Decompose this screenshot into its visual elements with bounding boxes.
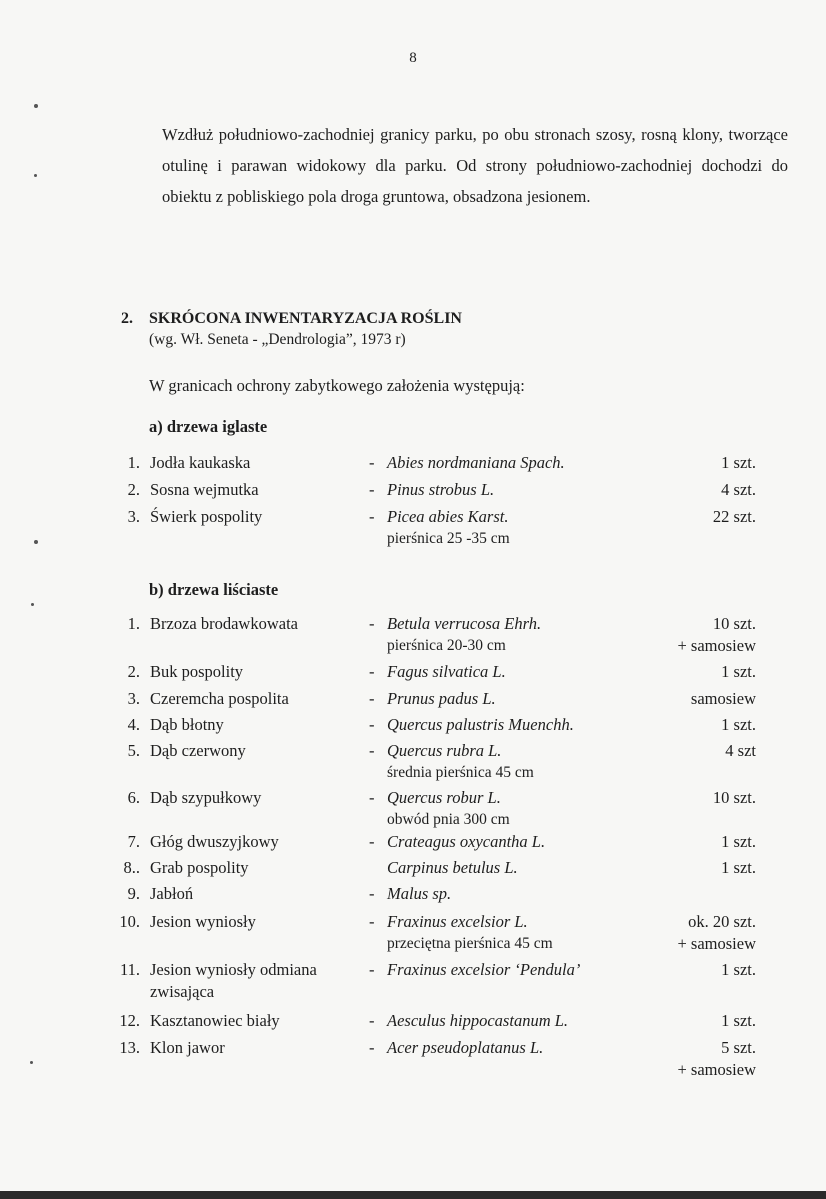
quantity xyxy=(606,911,756,955)
quantity-value: 1 szt. xyxy=(721,662,756,681)
item-number: 9. xyxy=(127,884,140,903)
separator-dash: - xyxy=(369,788,375,807)
quantity-value: ok. 20 szt. xyxy=(688,912,756,931)
quantity xyxy=(606,714,756,736)
common-name: Dąb czerwony xyxy=(150,741,246,760)
quantity xyxy=(606,1010,756,1032)
item-number: 3. xyxy=(127,507,140,526)
scan-speck xyxy=(34,174,37,177)
latin-block xyxy=(387,506,637,550)
separator-dash: - xyxy=(369,1038,375,1057)
quantity-value: 5 szt. xyxy=(721,1038,756,1057)
measurement-note: pierśnica 25 -35 cm xyxy=(387,530,510,547)
section-number: 2. xyxy=(121,310,133,327)
item-number: 11. xyxy=(119,960,140,979)
quantity xyxy=(606,688,756,710)
common-name: Czeremcha pospolita xyxy=(150,689,289,708)
measurement-note: przeciętna pierśnica 45 cm xyxy=(387,935,553,952)
latin-name: Quercus rubra L. xyxy=(387,741,502,760)
latin-name: Aesculus hippocastanum L. xyxy=(387,1011,569,1030)
item-number: 3. xyxy=(127,689,140,708)
quantity-value: 10 szt. xyxy=(712,614,756,633)
page-number: 8 xyxy=(409,50,417,66)
latin-name: Fraxinus excelsior L. xyxy=(387,912,528,931)
latin-name: Crateagus oxycantha L. xyxy=(387,832,546,851)
latin-name: Fraxinus excelsior ‘Pendula’ xyxy=(387,960,581,979)
quantity xyxy=(606,787,756,809)
common-name: Kasztanowiec biały xyxy=(150,1011,280,1030)
common-name: Jesion wyniosły xyxy=(150,912,256,931)
quantity-value: 22 szt. xyxy=(712,507,756,526)
quantity xyxy=(606,857,756,879)
separator-dash: - xyxy=(369,689,375,708)
item-number: 6. xyxy=(127,788,140,807)
quantity xyxy=(606,959,756,981)
common-name: Buk pospolity xyxy=(150,662,244,681)
latin-block xyxy=(387,911,637,955)
quantity-value: 1 szt. xyxy=(721,1011,756,1030)
latin-block xyxy=(387,857,637,879)
common-name: Brzoza brodawkowata xyxy=(150,614,298,633)
latin-block xyxy=(387,1010,637,1032)
scan-speck xyxy=(34,540,38,544)
scan-speck xyxy=(34,104,38,108)
common-name: Sosna wejmutka xyxy=(150,480,259,499)
separator-dash: - xyxy=(369,480,375,499)
latin-name: Malus sp. xyxy=(387,884,452,903)
quantity xyxy=(606,506,756,528)
deciduous-heading: b) drzewa liściaste xyxy=(149,580,279,599)
quantity-extra: + samosiew xyxy=(677,636,756,655)
scan-speck xyxy=(31,603,34,606)
quantity xyxy=(606,479,756,501)
separator-dash: - xyxy=(369,453,375,472)
quantity xyxy=(606,613,756,657)
quantity-value: 4 szt xyxy=(725,741,756,760)
separator-dash: - xyxy=(369,741,375,760)
latin-block xyxy=(387,714,637,736)
latin-name: Prunus padus L. xyxy=(387,689,496,708)
separator-dash: - xyxy=(369,614,375,633)
latin-block xyxy=(387,661,637,683)
quantity-value: samosiew xyxy=(690,689,756,708)
item-number: 12. xyxy=(119,1011,140,1030)
section-title: SKRÓCONA INWENTARYZACJA ROŚLIN xyxy=(149,310,462,327)
item-number: 10. xyxy=(119,912,140,931)
quantity-value: 1 szt. xyxy=(721,858,756,877)
quantity xyxy=(606,1037,756,1081)
latin-block xyxy=(387,740,637,784)
common-name: Jodła kaukaska xyxy=(150,453,251,472)
latin-name: Betula verrucosa Ehrh. xyxy=(387,614,542,633)
quantity-value: 1 szt. xyxy=(721,832,756,851)
quantity-value: 4 szt. xyxy=(721,480,756,499)
quantity xyxy=(606,661,756,683)
quantity-value: 10 szt. xyxy=(712,788,756,807)
section-lead: W granicach ochrony zabytkowego założenia występują: xyxy=(149,376,525,395)
latin-block xyxy=(387,688,637,710)
latin-block xyxy=(387,787,637,831)
section-reference: (wg. Wł. Seneta - „Dendrologia”, 1973 r) xyxy=(149,331,406,348)
quantity-extra: + samosiew xyxy=(677,1060,756,1079)
conifers-heading: a) drzewa iglaste xyxy=(149,417,268,436)
quantity xyxy=(606,831,756,853)
item-number: 4. xyxy=(127,715,140,734)
separator-dash: - xyxy=(369,507,375,526)
measurement-note: średnia pierśnica 45 cm xyxy=(387,764,534,781)
latin-name: Acer pseudoplatanus L. xyxy=(387,1038,544,1057)
latin-name: Picea abies Karst. xyxy=(387,507,509,526)
latin-block xyxy=(387,1037,637,1059)
latin-name: Quercus palustris Muenchh. xyxy=(387,715,574,734)
latin-block xyxy=(387,831,637,853)
section-heading xyxy=(121,310,462,328)
latin-block xyxy=(387,613,637,657)
separator-dash: - xyxy=(369,832,375,851)
common-name: Dąb błotny xyxy=(150,715,224,734)
common-name: Jabłoń xyxy=(150,884,194,903)
latin-name: Fagus silvatica L. xyxy=(387,662,506,681)
latin-block xyxy=(387,479,637,501)
separator-dash: - xyxy=(369,662,375,681)
latin-name: Carpinus betulus L. xyxy=(387,858,518,877)
quantity xyxy=(606,740,756,762)
common-name: Klon jawor xyxy=(150,1038,225,1057)
item-number: 8.. xyxy=(123,858,140,877)
item-number: 2. xyxy=(127,662,140,681)
quantity-extra: + samosiew xyxy=(677,934,756,953)
quantity-value: 1 szt. xyxy=(721,715,756,734)
scan-edge xyxy=(0,1191,826,1199)
common-name: Głóg dwuszyjkowy xyxy=(150,832,279,851)
latin-name: Pinus strobus L. xyxy=(387,480,495,499)
separator-dash: - xyxy=(369,912,375,931)
item-number: 5. xyxy=(127,741,140,760)
scan-speck xyxy=(30,1061,33,1064)
item-number: 1. xyxy=(127,614,140,633)
separator-dash: - xyxy=(369,960,375,979)
common-name: Grab pospolity xyxy=(150,858,249,877)
intro-paragraph: Wzdłuż południowo-zachodniej granicy parku, po obu stronach szosy, rosną klony, tworzące otulinę i parawan widokowy dla parku. Od strony południowo-zachodniej dochodzi do obiektu z pobliskiego pola droga gruntowa, obsadzona jesionem. xyxy=(162,125,788,206)
quantity xyxy=(606,452,756,474)
separator-dash: - xyxy=(369,884,375,903)
latin-block xyxy=(387,452,637,474)
item-number: 7. xyxy=(127,832,140,851)
latin-block xyxy=(387,883,637,905)
common-name: Świerk pospolity xyxy=(150,507,263,526)
separator-dash: - xyxy=(369,1011,375,1030)
latin-name: Quercus robur L. xyxy=(387,788,501,807)
common-name: Dąb szypułkowy xyxy=(150,788,262,807)
quantity-value: 1 szt. xyxy=(721,453,756,472)
item-number: 13. xyxy=(119,1038,140,1057)
common-name: Jesion wyniosły odmiana zwisająca xyxy=(150,960,317,1001)
latin-block xyxy=(387,959,637,981)
measurement-note: obwód pnia 300 cm xyxy=(387,811,510,828)
quantity-value: 1 szt. xyxy=(721,960,756,979)
measurement-note: pierśnica 20-30 cm xyxy=(387,637,506,654)
item-number: 2. xyxy=(127,480,140,499)
separator-dash: - xyxy=(369,715,375,734)
latin-name: Abies nordmaniana Spach. xyxy=(387,453,565,472)
item-number: 1. xyxy=(127,453,140,472)
